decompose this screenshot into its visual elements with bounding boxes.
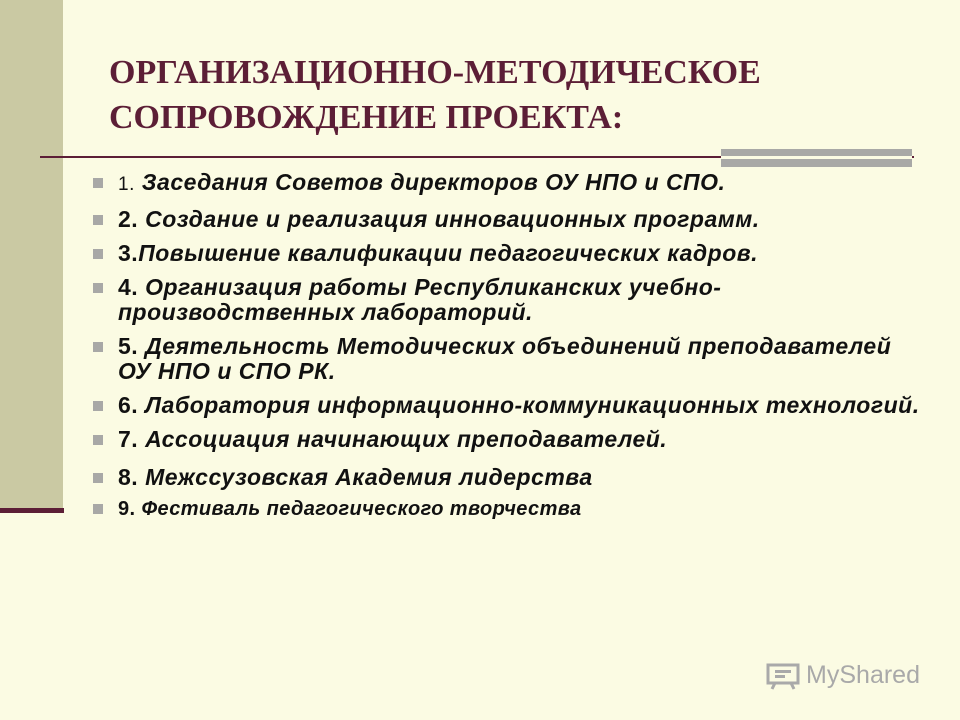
bullet-square-icon (93, 249, 103, 259)
bullet-square-icon (93, 473, 103, 483)
item-text: Фестиваль педагогического творчества (135, 498, 582, 520)
list-item (105, 275, 925, 325)
bullet-square-icon (93, 342, 103, 352)
bullet-square-icon (93, 435, 103, 445)
title-line-1: ОРГАНИЗАЦИОННО-МЕТОДИЧЕСКОЕ (109, 54, 761, 91)
item-number: 5. (118, 333, 139, 359)
left-decor-bar (0, 0, 63, 510)
item-number: 7. (118, 426, 139, 452)
bullet-square-icon (93, 504, 103, 514)
item-number: 6. (118, 392, 139, 418)
item-text: Деятельность Методических объединений преподавателей ОУ НПО и СПО РК. (118, 333, 892, 384)
item-text: Повышение квалификации педагогических кадров. (138, 240, 759, 266)
list-item (105, 497, 925, 522)
item-number: 1. (118, 174, 135, 195)
item-number: 9. (118, 498, 136, 520)
bullet-square-icon (93, 283, 103, 293)
bullet-square-icon (93, 215, 103, 225)
list-item (105, 170, 925, 197)
item-text: Организация работы Республиканских учебно-производственных лабораторий. (118, 274, 722, 325)
item-number: 3. (118, 240, 139, 266)
item-number: 4. (118, 274, 139, 300)
item-number: 2. (118, 206, 139, 232)
item-text: Ассоциация начинающих преподавателей. (138, 426, 668, 452)
slide-title (109, 50, 929, 140)
item-text: Межссузовская Академия лидерства (138, 464, 593, 490)
list-item (105, 427, 925, 452)
item-text: Лаборатория информационно-коммуникационных технологий. (138, 392, 920, 418)
left-decor-line (0, 508, 64, 513)
list-item (105, 465, 925, 490)
list-item (105, 393, 925, 418)
item-number: 8. (118, 464, 139, 490)
bullet-list (105, 170, 925, 531)
bullet-square-icon (93, 178, 103, 188)
title-line-2: СОПРОВОЖДЕНИЕ ПРОЕКТА: (109, 99, 624, 136)
decor-band (721, 149, 912, 167)
item-text: Создание и реализация инновационных программ. (138, 206, 760, 232)
list-item (105, 207, 925, 232)
list-item (105, 241, 925, 266)
watermark-text: MyShared (806, 661, 920, 689)
bullet-square-icon (93, 401, 103, 411)
watermark (766, 661, 920, 690)
item-text: Заседания Советов директоров ОУ НПО и СПО. (134, 169, 726, 195)
list-item (105, 334, 925, 384)
presentation-board-icon (766, 662, 800, 690)
